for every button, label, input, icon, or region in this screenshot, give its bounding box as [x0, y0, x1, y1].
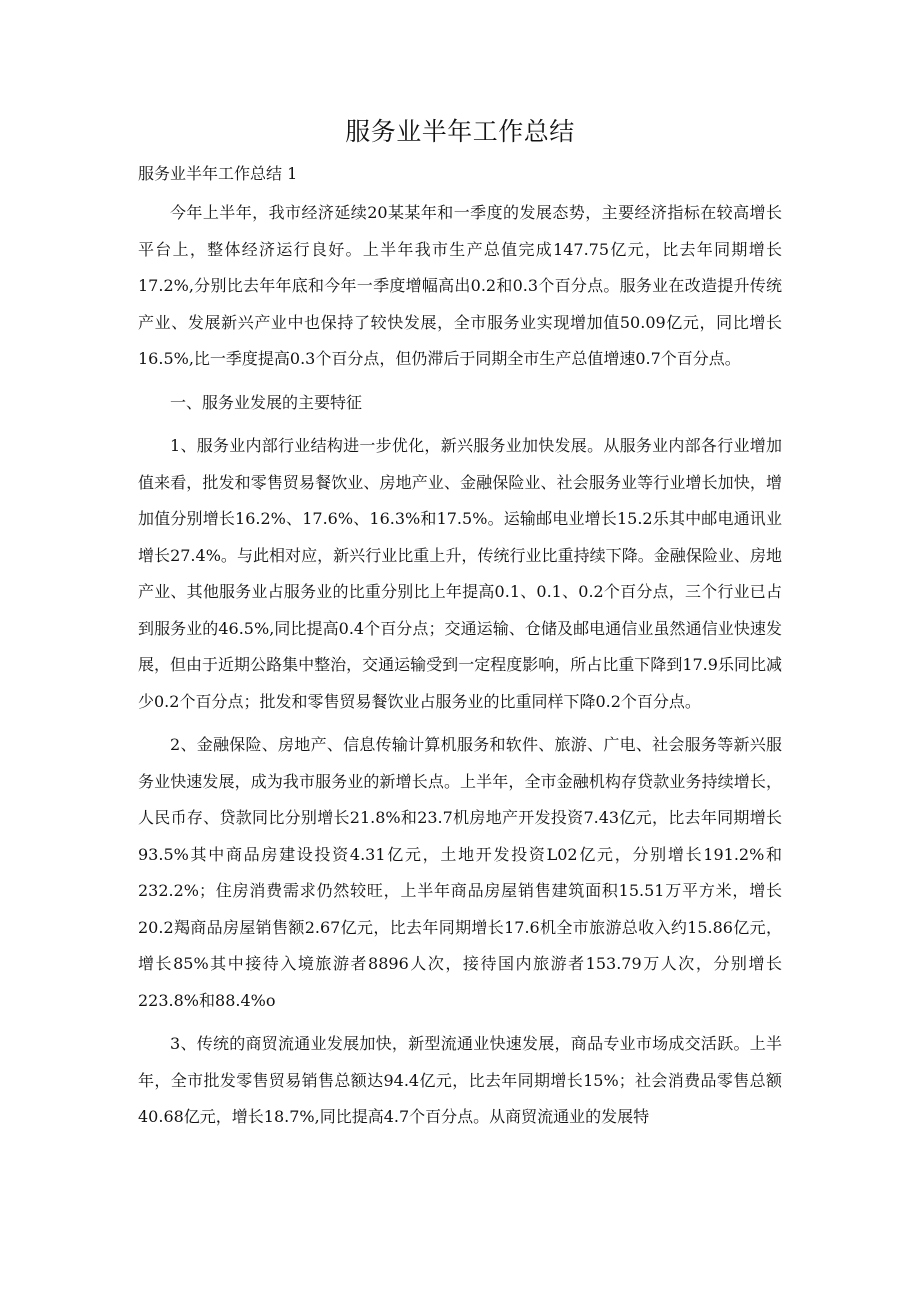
section-heading-features: 一、服务业发展的主要特征: [170, 392, 363, 412]
document-subtitle: 服务业半年工作总结 1: [138, 164, 298, 183]
document-body: [138, 195, 782, 1143]
paragraph-point-1: 1、服务业内部行业结构进一步优化，新兴服务业加快发展。从服务业内部各行业增加值来看，批发和零售贸易餐饮业、房地产业、金融保险业、社会服务业等行业增长加快，增加值分别增长16.2%、17.6%、16.3%和17.5%。运输邮电业增长15.2乐其中邮电通讯业增长27.4%。与此相对应，新兴行业比重上升，传统行业比重持续下降。金融保险业、房地产业、其他服务业占服务业的比重分别比上年提高0.1、0.1、0.2个百分点，三个行业已占到服务业的46.5%,同比提高0.4个百分点；交通运输、仓储及邮电通信业虽然通信业快速发展，但由于近期公路集中整治，交通运输受到一定程度影响，所占比重下降到17.9乐同比减少0.2个百分点；批发和零售贸易餐饮业占服务业的比重同样下降0.2个百分点。: [138, 436, 782, 711]
document-title: 服务业半年工作总结: [345, 117, 575, 146]
paragraph-point-2: 2、金融保险、房地产、信息传输计算机服务和软件、旅游、广电、社会服务等新兴服务业快速发展，成为我市服务业的新增长点。上半年，全市金融机构存贷款业务持续增长，人民币存、贷款同比分别增长21.8%和23.7机房地产开发投资7.43亿元，比去年同期增长93.5%其中商品房建设投资4.31亿元，土地开发投资L02亿元，分别增长191.2%和232.2%；住房消费需求仍然较旺，上半年商品房屋销售建筑面积15.51万平方米，增长20.2羯商品房屋销售额2.67亿元，比去年同期增长17.6机全市旅游总收入约15.86亿元，增长85%其中接待入境旅游者8896人次，接待国内旅游者153.79万人次，分别增长223.8%和88.4%o: [138, 735, 782, 1010]
paragraph-point-3: 3、传统的商贸流通业发展加快，新型流通业快速发展，商品专业市场成交活跃。上半年，全市批发零售贸易销售总额达94.4亿元，比去年同期增长15%；社会消费品零售总额40.68亿元，增长18.7%,同比提高4.7个百分点。从商贸流通业的发展特: [138, 1034, 782, 1126]
paragraph-intro: 今年上半年，我市经济延续20某某年和一季度的发展态势，主要经济指标在较高增长平台上，整体经济运行良好。上半年我市生产总值完成147.75亿元，比去年同期增长17.2%,分别比去年年底和今年一季度增幅高出0.2和0.3个百分点。服务业在改造提升传统产业、发展新兴产业中也保持了较快发展，全市服务业实现增加值50.09亿元，同比增长16.5%,比一季度提高0.3个百分点，但仍滞后于同期全市生产总值增速0.7个百分点。: [138, 203, 782, 368]
